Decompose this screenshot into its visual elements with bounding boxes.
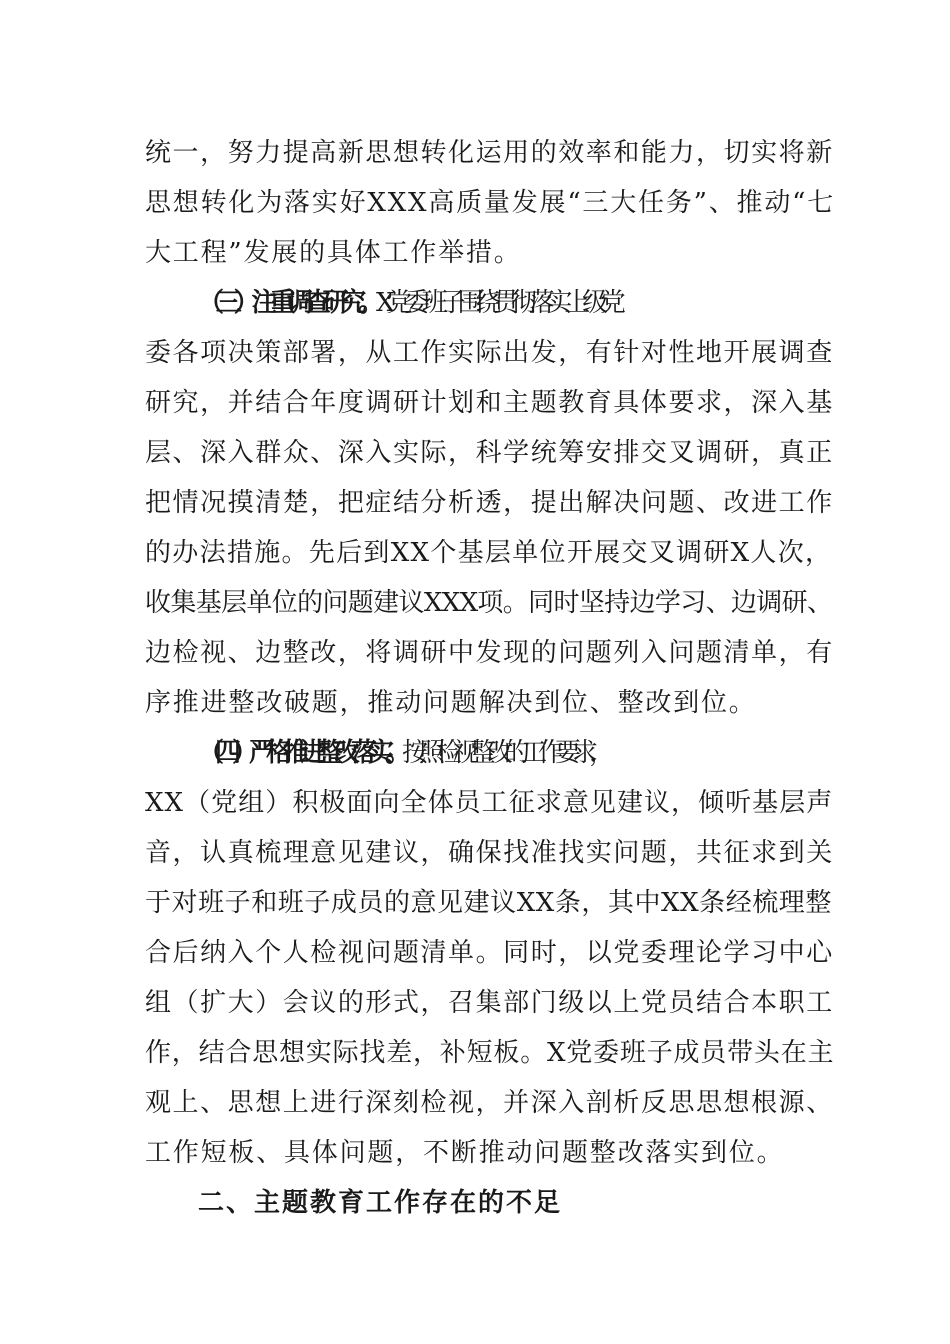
paragraph-line: 的办法措施。先后到XX个基层单位开展交叉调研X人次， bbox=[145, 538, 833, 568]
paragraph-line: 边检视、边整改，将调研中发现的问题列入问题清单，有 bbox=[145, 638, 834, 668]
paragraph-line: 观上、思想上进行深刻检视，并深入剖析反思思想根源、 bbox=[145, 1088, 834, 1118]
section4-first-line-rest: 按照检视整改的工作要求， bbox=[402, 738, 607, 768]
paragraph-line: 音，认真梳理意见建议，确保找准找实问题，共征求到关 bbox=[145, 838, 834, 868]
paragraph-line: 把情况摸清楚，把症结分析透，提出解决问题、改进工作 bbox=[145, 488, 834, 518]
section4-first-line bbox=[198, 736, 888, 770]
paragraph-line: 层、深入群众、深入实际，科学统筹安排交叉调研，真正 bbox=[145, 438, 834, 468]
paragraph-line: XX（党组）积极面向全体员工征求意见建议，倾听基层声 bbox=[145, 788, 834, 818]
section-heading: 二、主题教育工作存在的不足 bbox=[198, 1188, 563, 1218]
paragraph-line: 组（扩大）会议的形式，召集部门级以上党员结合本职工 bbox=[145, 988, 834, 1018]
paragraph-line: 收集基层单位的问题建议XXX项。同时坚持边学习、边调研、 bbox=[145, 588, 833, 618]
paragraph-line: 于对班子和班子成员的意见建议XX条，其中XX条经梳理整 bbox=[145, 888, 832, 918]
paragraph-line: 研究，并结合年度调研计划和主题教育具体要求，深入基 bbox=[145, 388, 834, 418]
paragraph-line: 大工程”发展的具体工作举措。 bbox=[145, 238, 522, 268]
section3-first-line-rest: X党委班子围绕贯彻落实上级党 bbox=[376, 288, 618, 318]
section4-title: （四）严格推进整改落实。 bbox=[198, 738, 403, 768]
paragraph-line: 作，结合思想实际找差，补短板。X党委班子成员带头在主 bbox=[145, 1038, 835, 1068]
paragraph-line: 思想转化为落实好XXX高质量发展“三大任务”、推动“七 bbox=[145, 188, 836, 218]
paragraph-line: 工作短板、具体问题，不断推动问题整改落实到位。 bbox=[145, 1138, 785, 1168]
paragraph-line: 统一，努力提高新思想转化运用的效率和能力，切实将新 bbox=[145, 138, 834, 168]
paragraph-line: 委各项决策部署，从工作实际出发，有针对性地开展调查 bbox=[145, 338, 834, 368]
section3-first-line bbox=[198, 286, 888, 320]
section3-title: （三）注重调查研究。 bbox=[198, 288, 377, 318]
paragraph-line: 序推进整改破题，推动问题解决到位、整改到位。 bbox=[145, 688, 757, 718]
paragraph-line: 合后纳入个人检视问题清单。同时，以党委理论学习中心 bbox=[145, 938, 834, 968]
